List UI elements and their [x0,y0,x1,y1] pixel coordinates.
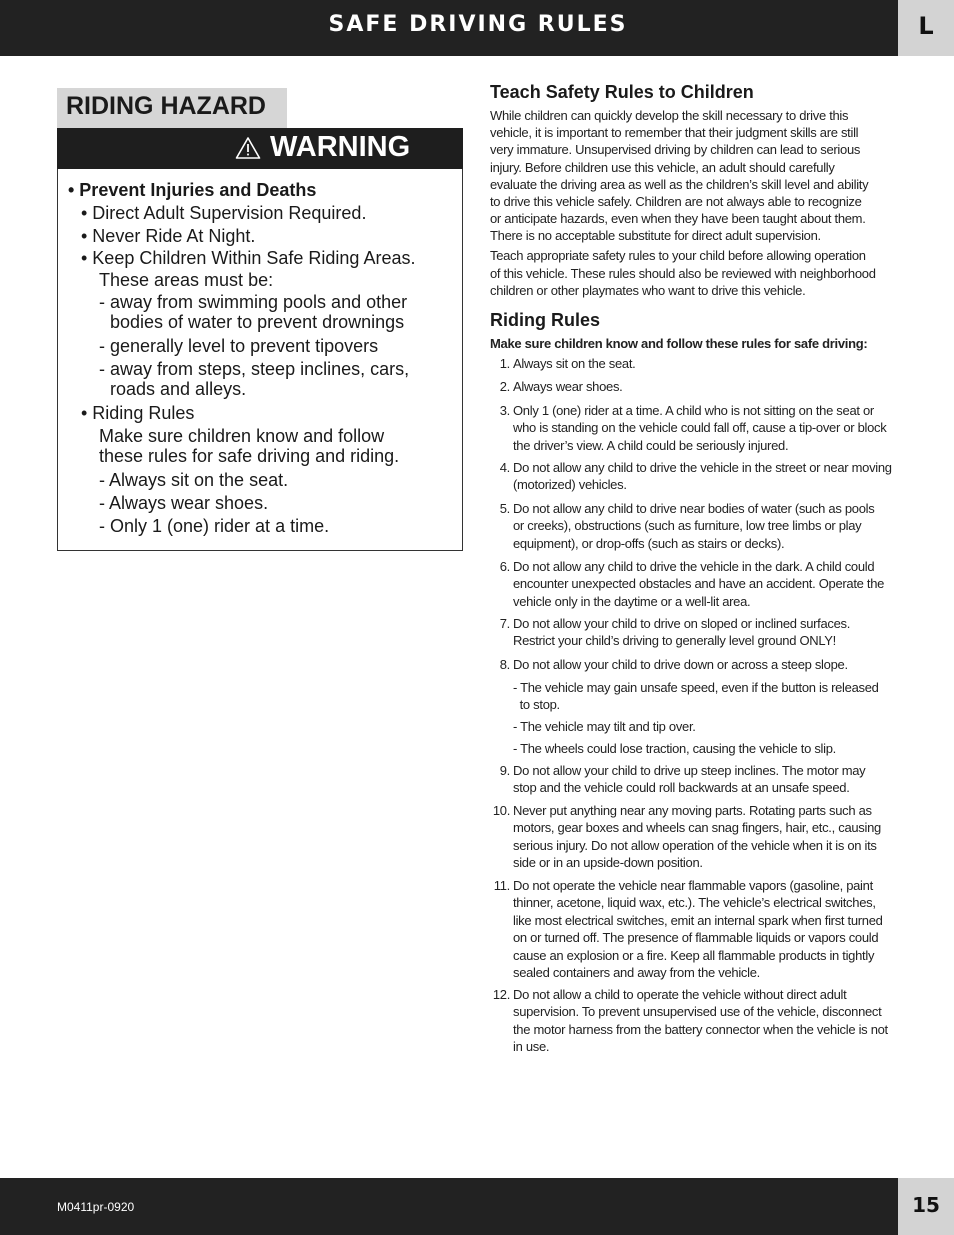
document-code: M0411pr-0920 [57,1200,135,1214]
rule-line: who is standing on the vehicle could fall off, cause a tip-over or block [513,420,887,436]
warning-line: These areas must be: [99,270,274,290]
rule-number: 11. [493,878,510,893]
rule-line: Do not allow any child to drive near bodies of water (such as pools [513,501,875,516]
warning-line: • Prevent Injuries and Deaths [68,180,317,200]
warning-line: - away from swimming pools and other [99,292,408,312]
rule-line: equipment), or drop-offs (such as stairs or decks). [513,535,785,551]
riding-rules-heading: Riding Rules [490,310,601,330]
rule-line: Restrict your child’s driving to generally level ground ONLY! [513,633,836,649]
rule-number: 5. [499,501,510,516]
rule-number: 4. [499,460,510,475]
warning-line: - away from steps, steep inclines, cars, [99,359,410,379]
rule-line: encounter unexpected obstacles and have an accident. Operate the [513,576,885,592]
teach-heading: Teach Safety Rules to Children [490,82,754,102]
rule-line: - The vehicle may gain unsafe speed, even if the button is released [513,680,879,695]
rule-line: sealed containers and away from the vehicle. [513,965,760,980]
section-tab [898,0,954,56]
rule-line: vehicle only in the daytime or a well-lit area. [513,593,751,609]
rule-line: stop and the vehicle could roll backwards at an unsafe speed. [513,780,850,796]
warning-line: • Never Ride At Night. [81,226,256,246]
header-title: SAFE DRIVING RULES [328,12,628,37]
page-footer [0,1178,954,1235]
rule-line: Do not allow your child to drive down or across a steep slope. [513,657,848,672]
rule-line: Do not allow a child to operate the vehicle without direct adult [513,987,847,1002]
section-tab-label: L [918,12,934,40]
warning-line: Make sure children know and follow [99,426,385,446]
rule-line: Do not allow any child to drive the vehicle in the dark. A child could [513,559,875,574]
rule-number: 7. [499,616,510,631]
rule-line: side or in an upside-down position. [513,855,703,871]
paragraph-line: vehicle, it is important to remember that their judgment skills are still [490,125,859,141]
rule-line: like most electrical switches, emit an internal spark when first turned [513,912,883,928]
rule-line: Do not allow your child to drive up steep inclines. The motor may [513,763,866,778]
warning-line: • Keep Children Within Safe Riding Areas. [81,248,416,268]
rule-line: - The wheels could lose traction, causing the vehicle to slip. [513,741,836,756]
paragraph-line: of this vehicle. These rules should also be reviewed with neighborhood [490,265,876,281]
warning-line: • Direct Adult Supervision Required. [81,203,367,223]
rule-number: 6. [499,559,510,574]
rule-line: - The vehicle may tilt and tip over. [513,719,696,734]
warning-label: WARNING [270,131,411,163]
paragraph-line: injury. Before children use this vehicle, an adult should carefully [490,159,835,175]
rule-number: 10. [492,803,510,818]
riding-rules-intro: Make sure children know and follow these rules for safe driving: [490,336,868,351]
paragraph-line: children or other playmates who want to drive this vehicle. [490,283,806,299]
rule-number: 2. [499,379,510,394]
riding-hazard-heading [57,88,287,128]
rule-number: 12. [492,987,510,1002]
warning-line: - Only 1 (one) rider at a time. [99,516,330,536]
rule-line: cause an explosion or a fire. Keep all flammable products in tightly [513,947,875,963]
rule-line: Always wear shoes. [513,379,623,394]
rule-line: Never put anything near any moving parts. Rotating parts such as [513,803,872,818]
rule-number: 8. [499,657,510,672]
rule-line: (motorized) vehicles. [513,477,627,493]
warning-line: bodies of water to prevent drownings [110,312,405,332]
rule-number: 9. [499,763,510,778]
rule-number: 3. [499,403,510,418]
paragraph-line: or anticipate hazards, even when they have been taught about them. [490,211,866,227]
rule-line: or creeks), obstructions (such as furniture, low tree limbs or play [513,518,862,534]
paragraph-line: Teach appropriate safety rules to your child before allowing operation [490,248,866,263]
rule-line: on or turned off. The presence of flammable liquids or vapors could [513,930,879,946]
rule-line: the motor harness from the battery connector when the vehicle is not [513,1021,888,1037]
paragraph-line: There is no acceptable substitute for direct adult supervision. [490,228,821,244]
paragraph-line: to drive this vehicle safely. Children are not always able to recognize [490,194,862,209]
rule-line: serious injury. Do not allow operation of the vehicle when it is on its [513,837,877,853]
page-number: 15 [912,1193,940,1217]
warning-line: roads and alleys. [110,379,247,399]
rule-line: Do not operate the vehicle near flammable vapors (gasoline, paint [513,878,873,893]
paragraph-line: While children can quickly develop the skill necessary to drive this [490,108,849,123]
rule-line: the driver’s view. A child could be seriously injured. [513,437,789,453]
warning-line: - Always sit on the seat. [99,470,289,490]
rule-line: supervision. To prevent unsupervised use of the vehicle, disconnect [513,1004,882,1020]
paragraph-line: very immature. Unsupervised driving by children can lead to serious [490,142,861,158]
page-header [0,0,954,56]
page-number-tab [898,1178,954,1235]
rule-line: thinner, acetone, liquid wax, etc.). The vehicle’s electrical switches, [513,895,876,911]
rule-line: Do not allow your child to drive on sloped or inclined surfaces. [513,616,851,631]
warning-line: - generally level to prevent tipovers [99,336,379,356]
rule-line: motors, gear boxes and wheels can snag fingers, hair, etc., causing [513,820,881,836]
paragraph-line: evaluate the driving area as well as the children’s skill level and ability [490,176,869,192]
riding-hazard-title: RIDING HAZARD [66,92,266,120]
rule-line: Always sit on the seat. [513,356,636,371]
rule-line: in use. [513,1039,550,1055]
rule-line: to stop. [513,697,560,713]
warning-banner [57,128,463,169]
rule-line: Do not allow any child to drive the vehicle in the street or near moving [513,460,892,475]
warning-line: these rules for safe driving and riding. [99,446,400,466]
warning-line: • Riding Rules [81,403,195,423]
warning-triangle-icon [235,136,261,160]
rule-line: Only 1 (one) rider at a time. A child who is not sitting on the seat or [513,403,874,418]
rule-number: 1. [499,356,510,371]
warning-line: - Always wear shoes. [99,493,269,513]
